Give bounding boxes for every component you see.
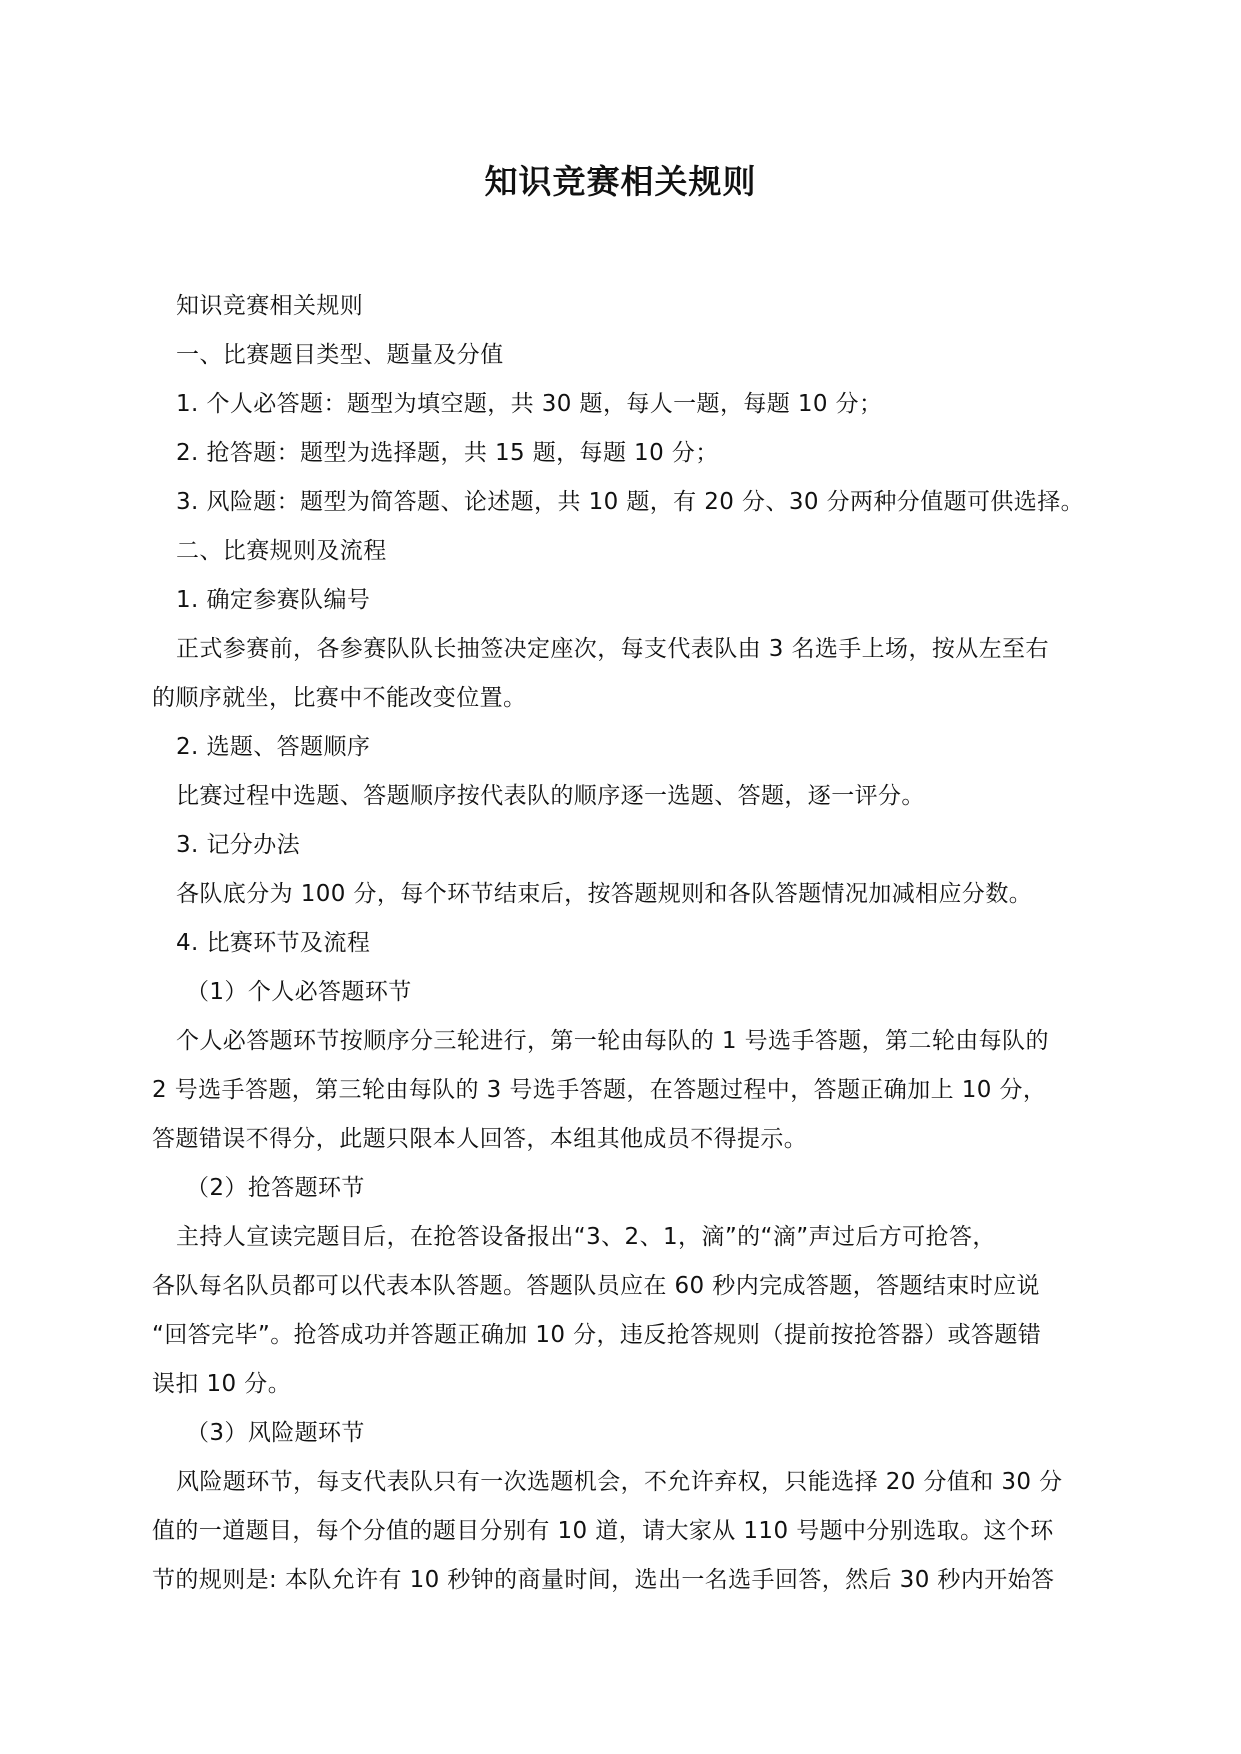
paragraph-line: 个人必答题环节按顺序分三轮进行，第一轮由每队的 1 号选手答题，第二轮由每队的: [176, 1028, 1049, 1054]
paragraph-line: 风险题环节，每支代表队只有一次选题机会，不允许弃权，只能选择 20 分值和 30 分: [176, 1469, 1063, 1495]
paragraph-line: 正式参赛前，各参赛队队长抽签决定座次，每支代表队由 3 名选手上场，按从左至右: [176, 636, 1049, 662]
paragraph-line: 主持人宣读完题目后，在抢答设备报出“3、2、1，滴”的“滴”声过后方可抢答，: [176, 1224, 996, 1250]
document-body: [152, 282, 1097, 1605]
paragraph-line: 值的一道题目，每个分值的题目分别有 10 道，请大家从 110 号题中分别选取。这个环: [152, 1518, 1054, 1544]
list-item: 1. 个人必答题：题型为填空题，共 30 题，每人一题，每题 10 分；: [176, 391, 883, 417]
section-heading: 一、比赛题目类型、题量及分值: [176, 342, 504, 368]
list-item: 2. 抢答题：题型为选择题，共 15 题，每题 10 分；: [176, 440, 719, 466]
paragraph-line: 各队每名队员都可以代表本队答题。答题队员应在 60 秒内完成答题，答题结束时应说: [152, 1273, 1040, 1299]
subtitle-line: 知识竞赛相关规则: [176, 293, 364, 319]
paragraph-line: 误扣 10 分。: [152, 1371, 292, 1397]
sub-item-heading: （3）风险题环节: [186, 1420, 365, 1446]
paragraph-line: 的顺序就坐，比赛中不能改变位置。: [152, 685, 527, 711]
list-item: 3. 风险题：题型为简答题、论述题，共 10 题，有 20 分、30 分两种分值题可供选择。: [176, 489, 1085, 515]
paragraph-line: “回答完毕”。抢答成功并答题正确加 10 分，违反抢答规则（提前按抢答器）或答题错: [152, 1322, 1042, 1348]
paragraph-line: 各队底分为 100 分，每个环节结束后，按答题规则和各队答题情况加减相应分数。: [176, 881, 1033, 907]
paragraph-line: 比赛过程中选题、答题顺序按代表队的顺序逐一选题、答题，逐一评分。: [176, 783, 925, 809]
paragraph-line: 2 号选手答题，第三轮由每队的 3 号选手答题，在答题过程中，答题正确加上 10 分，: [152, 1077, 1047, 1103]
sub-item-heading: （1）个人必答题环节: [186, 979, 412, 1005]
section-heading: 二、比赛规则及流程: [176, 538, 387, 564]
document-title: 知识竞赛相关规则: [484, 162, 757, 201]
subsection-heading: 3. 记分办法: [176, 832, 301, 858]
subsection-heading: 4. 比赛环节及流程: [176, 930, 371, 956]
sub-item-heading: （2）抢答题环节: [186, 1175, 365, 1201]
subsection-heading: 1. 确定参赛队编号: [176, 587, 371, 613]
paragraph-line: 答题错误不得分，此题只限本人回答，本组其他成员不得提示。: [152, 1126, 808, 1152]
subsection-heading: 2. 选题、答题顺序: [176, 734, 371, 760]
paragraph-line: 节的规则是: 本队允许有 10 秒钟的商量时间，选出一名选手回答，然后 30 秒内开始答: [152, 1567, 1055, 1593]
